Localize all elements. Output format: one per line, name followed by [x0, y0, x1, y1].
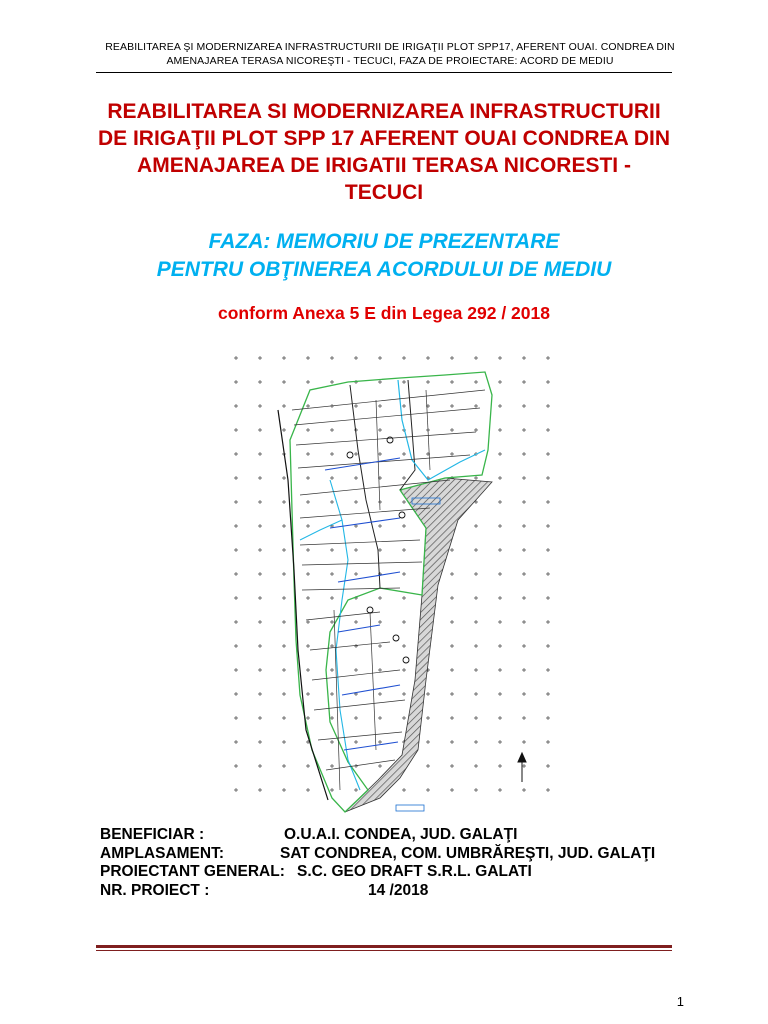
- grid-cross: [402, 404, 406, 408]
- title-line-3: AMENAJAREA DE IRIGATII TERASA NICORESTI -: [137, 154, 631, 177]
- grid-cross: [522, 596, 526, 600]
- grid-cross: [378, 524, 382, 528]
- grid-cross: [354, 740, 358, 744]
- grid-cross: [282, 356, 286, 360]
- grid-cross: [522, 620, 526, 624]
- grid-cross: [498, 596, 502, 600]
- grid-cross: [258, 740, 262, 744]
- grid-cross: [546, 620, 550, 624]
- grid-cross: [306, 644, 310, 648]
- grid-cross: [450, 692, 454, 696]
- title-line-1: REABILITAREA SI MODERNIZAREA INFRASTRUCTURII: [107, 100, 661, 123]
- grid-cross: [378, 740, 382, 744]
- grid-cross: [258, 644, 262, 648]
- map-label-lower: [396, 805, 424, 811]
- grid-cross: [282, 548, 286, 552]
- grid-cross: [306, 596, 310, 600]
- grid-cross: [522, 764, 526, 768]
- grid-cross: [282, 740, 286, 744]
- grid-cross: [354, 452, 358, 456]
- grid-cross: [498, 476, 502, 480]
- grid-cross: [258, 404, 262, 408]
- grid-cross: [474, 620, 478, 624]
- grid-cross: [282, 500, 286, 504]
- grid-cross: [450, 668, 454, 672]
- grid-cross: [354, 500, 358, 504]
- grid-cross: [306, 788, 310, 792]
- grid-cross: [282, 404, 286, 408]
- grid-cross: [546, 572, 550, 576]
- grid-cross: [306, 572, 310, 576]
- grid-cross: [330, 692, 334, 696]
- grid-cross: [282, 764, 286, 768]
- grid-cross: [402, 572, 406, 576]
- grid-cross: [234, 428, 238, 432]
- title-line-2: DE IRIGAŢII PLOT SPP 17 AFERENT OUAI CONDREA DIN: [97, 127, 671, 150]
- grid-cross: [330, 356, 334, 360]
- detail-label: BENEFICIAR :: [100, 826, 205, 843]
- grid-cross: [282, 428, 286, 432]
- site-plan-drawing: [230, 350, 560, 820]
- grid-cross: [450, 404, 454, 408]
- title-line-4: TECUCI: [344, 181, 424, 204]
- grid-cross: [282, 692, 286, 696]
- grid-cross: [450, 644, 454, 648]
- grid-cross: [234, 644, 238, 648]
- grid-cross: [474, 692, 478, 696]
- grid-cross: [378, 620, 382, 624]
- detail-label: AMPLASAMENT:: [100, 844, 224, 862]
- grid-cross: [498, 668, 502, 672]
- grid-cross: [474, 476, 478, 480]
- grid-cross: [450, 380, 454, 384]
- grid-cross: [330, 380, 334, 384]
- grid-cross: [258, 596, 262, 600]
- grid-cross: [498, 548, 502, 552]
- detail-label: NR. PROIECT :: [100, 881, 210, 899]
- grid-cross: [498, 356, 502, 360]
- grid-cross: [258, 620, 262, 624]
- detail-value: 14 /2018: [368, 881, 429, 899]
- grid-cross: [450, 572, 454, 576]
- grid-cross: [546, 356, 550, 360]
- grid-cross: [258, 668, 262, 672]
- grid-cross: [522, 524, 526, 528]
- grid-cross: [450, 428, 454, 432]
- grid-cross: [330, 476, 334, 480]
- grid-cross: [474, 572, 478, 576]
- grid-cross: [498, 524, 502, 528]
- grid-cross: [330, 548, 334, 552]
- legal-reference: conform Anexa 5 E din Legea 292 / 2018: [218, 303, 550, 323]
- grid-cross: [402, 452, 406, 456]
- detail-label: PROIECTANT GENERAL:: [100, 863, 285, 880]
- grid-cross: [426, 788, 430, 792]
- grid-cross: [330, 716, 334, 720]
- north-arrow-icon: [518, 753, 526, 782]
- grid-cross: [234, 356, 238, 360]
- grid-cross: [378, 452, 382, 456]
- grid-cross: [306, 428, 310, 432]
- grid-cross: [282, 524, 286, 528]
- grid-cross: [402, 788, 406, 792]
- grid-cross: [474, 788, 478, 792]
- grid-cross: [330, 452, 334, 456]
- grid-cross: [450, 764, 454, 768]
- grid-cross: [426, 356, 430, 360]
- grid-cross: [234, 500, 238, 504]
- grid-cross: [498, 572, 502, 576]
- grid-cross: [522, 356, 526, 360]
- grid-cross: [474, 548, 478, 552]
- grid-cross: [522, 692, 526, 696]
- detail-row-nr-proiect: [100, 882, 720, 901]
- road-line-east: [400, 380, 415, 490]
- grid-cross: [282, 668, 286, 672]
- grid-cross: [474, 428, 478, 432]
- hatched-terrace-area: [345, 478, 492, 812]
- grid-cross: [402, 548, 406, 552]
- grid-cross: [450, 596, 454, 600]
- grid-cross: [546, 500, 550, 504]
- grid-cross: [234, 476, 238, 480]
- grid-cross: [306, 716, 310, 720]
- detail-row-proiectant: [100, 863, 720, 882]
- grid-cross: [450, 740, 454, 744]
- grid-cross: [450, 548, 454, 552]
- grid-cross: [546, 764, 550, 768]
- grid-cross: [330, 764, 334, 768]
- grid-cross: [306, 380, 310, 384]
- detail-value: O.U.A.I. CONDEA, JUD. GALAŢI: [284, 826, 518, 843]
- grid-cross: [522, 452, 526, 456]
- grid-cross: [306, 524, 310, 528]
- grid-cross: [402, 644, 406, 648]
- grid-cross: [546, 692, 550, 696]
- grid-cross: [234, 404, 238, 408]
- grid-cross: [354, 356, 358, 360]
- grid-cross: [378, 644, 382, 648]
- grid-cross: [474, 380, 478, 384]
- grid-cross: [282, 788, 286, 792]
- grid-cross: [450, 716, 454, 720]
- grid-cross: [354, 716, 358, 720]
- phase-line-2: PENTRU OBŢINEREA ACORDULUI DE MEDIU: [156, 258, 612, 281]
- grid-cross: [474, 668, 478, 672]
- grid-cross: [282, 716, 286, 720]
- grid-cross: [474, 356, 478, 360]
- grid-cross: [354, 788, 358, 792]
- running-header: [60, 40, 720, 68]
- grid-cross: [234, 692, 238, 696]
- grid-cross: [378, 404, 382, 408]
- grid-cross: [498, 428, 502, 432]
- grid-cross: [306, 476, 310, 480]
- grid-cross: [522, 548, 526, 552]
- grid-cross: [402, 500, 406, 504]
- detail-value: SAT CONDREA, COM. UMBRĂREŞTI, JUD. GALAŢI: [280, 844, 656, 862]
- grid-cross: [522, 380, 526, 384]
- grid-cross: [474, 716, 478, 720]
- grid-cross: [546, 668, 550, 672]
- grid-cross: [378, 356, 382, 360]
- grid-cross: [234, 716, 238, 720]
- grid-cross: [522, 428, 526, 432]
- grid-cross: [234, 788, 238, 792]
- grid-cross: [498, 716, 502, 720]
- grid-crosses: [234, 356, 550, 792]
- grid-cross: [498, 500, 502, 504]
- grid-cross: [234, 380, 238, 384]
- running-header-line-2: AMENAJAREA TERASA NICOREŞTI - TECUCI, FAZA DE PROIECTARE: ACORD DE MEDIU: [166, 55, 614, 67]
- grid-cross: [354, 644, 358, 648]
- grid-cross: [498, 788, 502, 792]
- grid-cross: [402, 380, 406, 384]
- grid-cross: [474, 740, 478, 744]
- grid-cross: [330, 740, 334, 744]
- grid-cross: [402, 356, 406, 360]
- grid-cross: [546, 404, 550, 408]
- grid-cross: [546, 524, 550, 528]
- grid-cross: [522, 404, 526, 408]
- grid-cross: [234, 596, 238, 600]
- grid-cross: [258, 788, 262, 792]
- road-line-interior: [350, 385, 380, 588]
- grid-cross: [258, 500, 262, 504]
- grid-cross: [522, 668, 526, 672]
- detail-row-beneficiar: [100, 826, 720, 845]
- grid-cross: [522, 716, 526, 720]
- grid-cross: [450, 452, 454, 456]
- grid-cross: [354, 548, 358, 552]
- site-plan-map: [230, 350, 560, 820]
- grid-cross: [378, 548, 382, 552]
- grid-cross: [498, 692, 502, 696]
- phase-line-1: FAZA: MEMORIU DE PREZENTARE: [208, 230, 560, 253]
- grid-cross: [546, 548, 550, 552]
- grid-cross: [474, 644, 478, 648]
- grid-cross: [522, 476, 526, 480]
- grid-cross: [234, 620, 238, 624]
- grid-cross: [378, 668, 382, 672]
- grid-cross: [402, 596, 406, 600]
- grid-cross: [354, 404, 358, 408]
- grid-cross: [330, 596, 334, 600]
- grid-cross: [306, 620, 310, 624]
- grid-cross: [474, 764, 478, 768]
- grid-cross: [306, 764, 310, 768]
- grid-cross: [498, 620, 502, 624]
- grid-cross: [522, 644, 526, 648]
- grid-cross: [378, 596, 382, 600]
- canal-main: [398, 380, 485, 480]
- grid-cross: [498, 644, 502, 648]
- grid-cross: [498, 404, 502, 408]
- page-number: 1: [676, 994, 684, 1009]
- grid-cross: [258, 428, 262, 432]
- grid-cross: [474, 596, 478, 600]
- grid-cross: [258, 692, 262, 696]
- grid-cross: [402, 620, 406, 624]
- grid-cross: [234, 548, 238, 552]
- grid-cross: [330, 620, 334, 624]
- grid-cross: [282, 572, 286, 576]
- detail-value: S.C. GEO DRAFT S.R.L. GALATI: [297, 863, 532, 880]
- grid-cross: [426, 380, 430, 384]
- grid-cross: [258, 524, 262, 528]
- grid-cross: [306, 356, 310, 360]
- grid-cross: [306, 404, 310, 408]
- grid-cross: [258, 452, 262, 456]
- grid-cross: [330, 572, 334, 576]
- grid-cross: [234, 452, 238, 456]
- grid-cross: [306, 548, 310, 552]
- grid-cross: [402, 476, 406, 480]
- grid-cross: [282, 380, 286, 384]
- grid-cross: [378, 428, 382, 432]
- grid-cross: [402, 524, 406, 528]
- grid-cross: [234, 740, 238, 744]
- grid-cross: [258, 356, 262, 360]
- grid-cross: [426, 764, 430, 768]
- grid-cross: [330, 788, 334, 792]
- grid-cross: [258, 764, 262, 768]
- grid-cross: [546, 788, 550, 792]
- grid-cross: [378, 716, 382, 720]
- road-line-west: [278, 410, 328, 800]
- grid-cross: [546, 452, 550, 456]
- grid-cross: [498, 764, 502, 768]
- grid-cross: [546, 476, 550, 480]
- grid-cross: [378, 692, 382, 696]
- grid-cross: [546, 716, 550, 720]
- grid-cross: [546, 428, 550, 432]
- grid-cross: [450, 620, 454, 624]
- grid-cross: [306, 500, 310, 504]
- grid-cross: [282, 476, 286, 480]
- grid-cross: [234, 764, 238, 768]
- grid-cross: [354, 620, 358, 624]
- grid-cross: [450, 788, 454, 792]
- footer-rule-thin: [96, 950, 672, 951]
- grid-cross: [282, 596, 286, 600]
- grid-cross: [258, 548, 262, 552]
- grid-cross: [282, 644, 286, 648]
- grid-cross: [498, 740, 502, 744]
- grid-cross: [258, 572, 262, 576]
- footer-rule-thick: [96, 945, 672, 948]
- grid-cross: [306, 692, 310, 696]
- grid-cross: [330, 428, 334, 432]
- phase-heading: [80, 228, 688, 284]
- grid-cross: [522, 572, 526, 576]
- grid-cross: [426, 692, 430, 696]
- grid-cross: [354, 668, 358, 672]
- grid-cross: [474, 404, 478, 408]
- grid-cross: [258, 380, 262, 384]
- grid-cross: [522, 500, 526, 504]
- grid-cross: [522, 740, 526, 744]
- canal-tertiary: [300, 520, 342, 540]
- grid-cross: [522, 788, 526, 792]
- grid-cross: [330, 500, 334, 504]
- grid-cross: [546, 644, 550, 648]
- grid-cross: [258, 476, 262, 480]
- header-rule: [96, 72, 672, 73]
- grid-cross: [258, 716, 262, 720]
- grid-cross: [234, 668, 238, 672]
- grid-cross: [474, 524, 478, 528]
- grid-cross: [378, 380, 382, 384]
- grid-cross: [450, 356, 454, 360]
- grid-cross: [354, 476, 358, 480]
- document-title: [80, 98, 688, 206]
- grid-cross: [402, 692, 406, 696]
- grid-cross: [498, 452, 502, 456]
- running-header-line-1: REABILITAREA ŞI MODERNIZAREA INFRASTRUCTURII DE IRIGAŢII PLOT SPP17, AFERENT OUAI. CONDREA DIN: [105, 41, 675, 53]
- grid-cross: [546, 596, 550, 600]
- detail-row-amplasament: [100, 845, 720, 864]
- grid-cross: [498, 380, 502, 384]
- grid-cross: [402, 668, 406, 672]
- grid-cross: [546, 740, 550, 744]
- grid-cross: [306, 452, 310, 456]
- grid-cross: [330, 668, 334, 672]
- grid-cross: [306, 668, 310, 672]
- grid-cross: [426, 740, 430, 744]
- grid-cross: [354, 572, 358, 576]
- grid-cross: [234, 524, 238, 528]
- grid-cross: [378, 764, 382, 768]
- grid-cross: [234, 572, 238, 576]
- grid-cross: [546, 380, 550, 384]
- project-details: [100, 826, 720, 900]
- grid-cross: [282, 620, 286, 624]
- grid-cross: [426, 716, 430, 720]
- grid-cross: [402, 716, 406, 720]
